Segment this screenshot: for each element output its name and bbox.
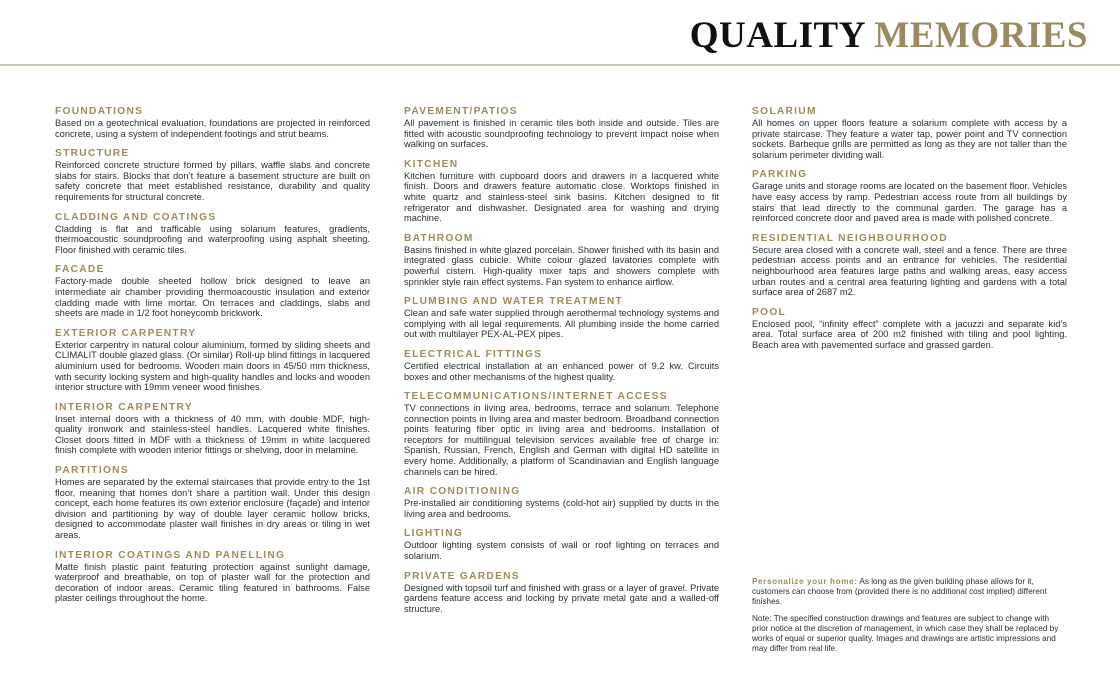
section-text: Cladding is flat and trafficable using solarium features, gradients, thermoacoustic soundproofing and waterproofing using asphalt sheeting. Floor finished with ceramic tiles.: [55, 223, 370, 255]
section-title: FOUNDATIONS: [55, 106, 144, 117]
section-text: TV connections in living area, bedrooms, terrace and solarium. Telephone connection points in living area and master bedroom. Broadband connection points featuring fiber optic in living area and bedrooms. Installation of receptors for multilingual television services available free of charge in: Spanish, Russian, French, English and German with digital HD satellite in every home. Additionally, a platform of Scandinavian and English language channels can be hired.: [404, 403, 719, 477]
brand-title: [690, 14, 1088, 58]
section-interior-coatings-and-panelling: [55, 550, 370, 604]
section-air-conditioning: [404, 486, 719, 519]
spec-column-2: [404, 106, 719, 623]
section-title: KITCHEN: [404, 158, 459, 170]
section-text: Factory-made double sheeted hollow brick designed to leave an intermediate air chamber providing thermoacoustic insulation and exterior cladding made with lime mortar. On terraces and claddings, slabs and sheets are made in 1/2 foot honeycomb brickwork.: [55, 276, 370, 319]
section-private-gardens: [404, 571, 719, 615]
section-title: TELECOMMUNICATIONS/INTERNET ACCESS: [404, 391, 668, 403]
section-parking: [752, 169, 1067, 223]
section-text: Based on a geotechnical evaluation, foundations are projected in reinforced concrete, using a system of independent footings and strut beams.: [55, 118, 370, 139]
section-text: Enclosed pool, “infinity effect” complete with a jacuzzi and separate kid’s area. Total surface area of 200 m2 finished with tiling and pool lighting. Beach area with pavemented surface and grassed garden.: [752, 318, 1067, 350]
section-text: Designed with topsoil turf and finished with grass or a layer of gravel. Private gardens feature access and locking by private metal gate and a walled-off structure.: [404, 582, 719, 614]
brand-title-part1: QUALITY: [689, 15, 865, 56]
section-solarium: [752, 106, 1067, 160]
brand-title-part2: MEMORIES: [874, 15, 1088, 56]
spec-column-1: [55, 106, 370, 613]
section-kitchen: [404, 159, 719, 224]
disclaimer-note: Note: The specified construction drawings and features are subject to change with prior notice at the discretion of management, in which case they shall be replaced by works of equal or superior quality. Images and drawings are artistic impressions and may differ from real life.: [752, 614, 1059, 654]
personalize-note: [752, 577, 1067, 607]
section-text: Homes are separated by the external staircases that provide entry to the 1st floor, meaning that homes don’t share a partition wall. Under this design concept, each home features its own exterior enclosure (façade) and interior division and partitioning by way of double layer ceramic hollow bricks, designed to accommodate plaster wall finishes in dry areas or tiling in wet areas.: [55, 477, 370, 541]
section-pool: [752, 307, 1067, 351]
personalize-note-lead: Personalize your home:: [752, 577, 858, 586]
section-title: LIGHTING: [404, 528, 464, 540]
section-title: AIR CONDITIONING: [404, 486, 521, 498]
section-exterior-carpentry: [55, 328, 370, 393]
header-divider: [0, 64, 1120, 66]
section-pavement-patios: [404, 106, 719, 150]
section-text: Certified electrical installation at an enhanced power of 9.2 kw. Circuits boxes and other mechanisms of the highest quality.: [404, 360, 719, 382]
section-title: SOLARIUM: [752, 106, 817, 117]
section-text: Kitchen furniture with cupboard doors and drawers in a lacquered white finish. Doors and drawers feature automatic close. Worktops finished in white quartz and stainless-steel sink basins. Kitchen designed to fit refrigerator and dishwasher. Designated area for washing and drying machine.: [404, 170, 719, 224]
section-title: POOL: [752, 306, 787, 318]
page-header: [0, 0, 1120, 64]
section-title: FACADE: [55, 264, 105, 276]
section-title: PAVEMENT/PATIOS: [404, 106, 518, 117]
section-text: Pre-installed air conditioning systems (cold-hot air) supplied by ducts in the living area and bedrooms.: [404, 498, 719, 519]
section-title: BATHROOM: [404, 232, 474, 244]
section-foundations: [55, 106, 370, 139]
section-title: ELECTRICAL FITTINGS: [404, 348, 543, 360]
section-text: Garage units and storage rooms are located on the basement floor. Vehicles have easy access by ramp. Pedestrian access route from all buildings by stairs that lead directly to the communal garden. The garage has a reinforced concrete door and paved area is made with polished concrete.: [752, 181, 1067, 224]
section-bathroom: [404, 233, 719, 287]
section-cladding-and-coatings: [55, 212, 370, 256]
section-title: PRIVATE GARDENS: [404, 570, 520, 582]
section-plumbing-and-water-treatment: [404, 296, 719, 340]
section-electrical-fittings: [404, 349, 719, 382]
section-title: INTERIOR COATINGS AND PANELLING: [55, 549, 286, 561]
section-lighting: [404, 528, 719, 561]
section-text: All pavement is finished in ceramic tiles both inside and outside. Tiles are fitted with acoustic soundproofing technology to prevent impact noise when walking on surfaces.: [404, 118, 719, 150]
section-structure: [55, 148, 370, 202]
section-title: INTERIOR CARPENTRY: [55, 401, 193, 413]
section-text: Matte finish plastic paint featuring protection against sunlight damage, waterproof and breathable, on top of plaster wall for the protection and decoration of indoor areas. Ceramic tiling featured in bathrooms. False plaster ceilings throughout the home.: [55, 561, 370, 604]
section-title: PARTITIONS: [55, 465, 129, 477]
section-title: EXTERIOR CARPENTRY: [55, 327, 197, 339]
section-interior-carpentry: [55, 402, 370, 456]
section-telecommunications-internet-access: [404, 391, 719, 477]
section-title: RESIDENTIAL NEIGHBOURHOOD: [752, 232, 948, 244]
section-title: CLADDING AND COATINGS: [55, 211, 217, 223]
section-partitions: [55, 465, 370, 541]
spec-column-3: [752, 106, 1067, 360]
section-text: Exterior carpentry in natural colour aluminium, formed by sliding sheets and CLIMALIT double glazed glass. (Or similar) Roll-up blind fittings in lacquered aluminium used for bedrooms. Wooden main doors in 45/50 mm thickness, with security locking system and high-quality handles and locks and wooden interior structure with 19mm veneer wood finishes.: [55, 339, 370, 393]
section-title: PLUMBING AND WATER TREATMENT: [404, 296, 624, 308]
section-residential-neighbourhood: [752, 233, 1067, 298]
section-text: Clean and safe water supplied through aerothermal technology systems and complying with all legal requirements. All plumbing inside the home carried out with multilayer PEX-AL-PEX pipes.: [404, 308, 719, 340]
section-text: Inset internal doors with a thickness of 40 mm, with double MDF, high- quality ironwork and stainless-steel handles. Lacquered white finishes. Closet doors fitted in MDF with a thickness of 19mm in white lacquered finish complete with wooden interior fittings or shelving, door in melamine.: [55, 413, 370, 456]
section-text: Reinforced concrete structure formed by pillars, waffle slabs and concrete slabs for stairs. Blocks that don’t feature a basement structure are built on safety concrete that meet established resistance, durability and quality requirements for structural concrete.: [55, 160, 370, 202]
section-text: Secure area closed with a concrete wall, steel and a fence. There are three pedestrian access points and an entrance for vehicles. The residential neighbourhood area features large paths and walking areas, easy access urban routes and a central area featuring lighting and gardens with a total surface area of 2687 m2.: [752, 244, 1067, 298]
section-text: All homes on upper floors feature a solarium complete with access by a private staircase. They feature a water tap, power point and TV connection sockets. Barbeque grills are permitted as long as they are not taller than the solarium perimeter dividing wall.: [752, 118, 1067, 160]
section-facade: [55, 264, 370, 318]
section-title: STRUCTURE: [55, 148, 130, 160]
personalize-note-text: As long as the given building phase allows for it, customers can choose from (provided there is no additional cost implied) different finishes.: [752, 577, 1047, 607]
section-title: PARKING: [752, 169, 808, 181]
section-text: Outdoor lighting system consists of wall or roof lighting on terraces and solarium.: [404, 540, 719, 562]
section-text: Basins finished in white glazed porcelain. Shower finished with its basin and integrated glass cubicle. White colour glazed lavatories complete with powerful cistern. High-quality mixer taps and showers complete with sprinkler style rain effect systems. Fan system to enhance airflow.: [404, 244, 719, 287]
